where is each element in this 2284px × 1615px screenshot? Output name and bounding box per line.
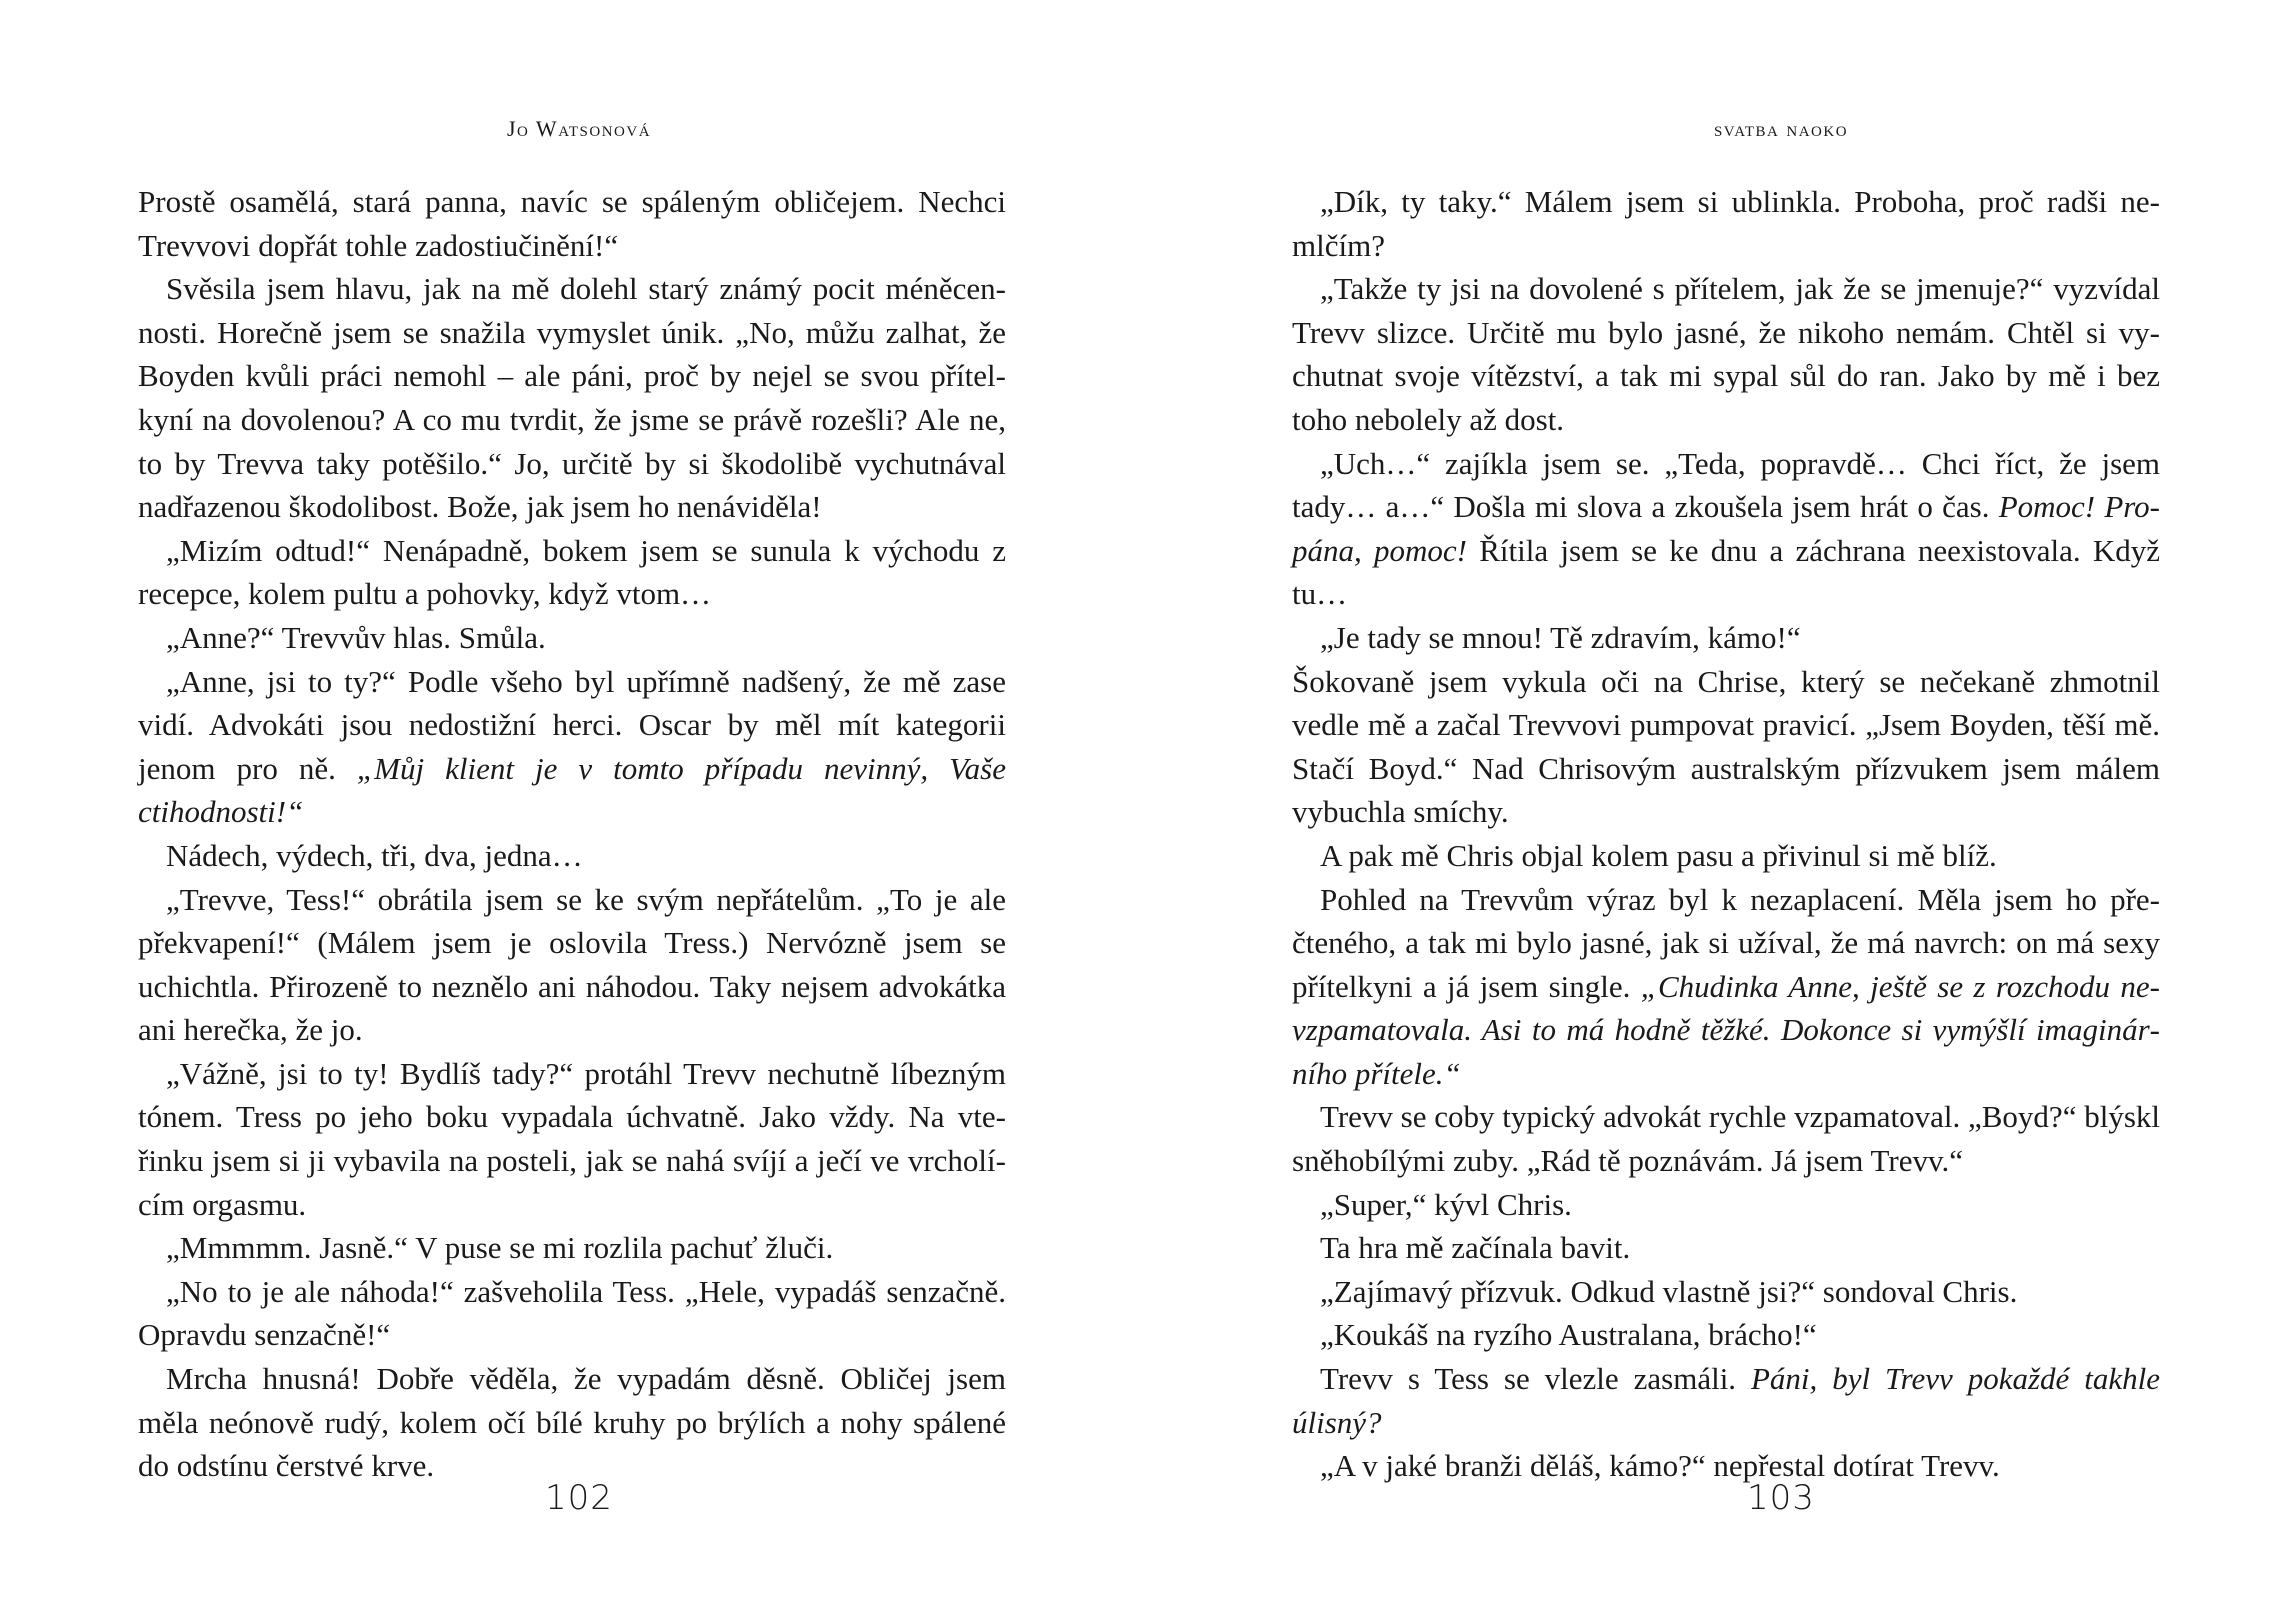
- text-run: „A v jaké branži děláš, kámo?“ nepřestal dotírat Trevv.: [1320, 1448, 2000, 1484]
- text-run: „Anne, jsi to ty?“ Podle všeho byl upřímně nadšený, že mě zase vidí. Advokáti jsou nedostižní herci. Oscar by měl mít kategorii jenom pro ně.: [138, 663, 1006, 786]
- paragraph: [1292, 1313, 2160, 1357]
- page-number-left: 102: [545, 1478, 613, 1518]
- text-run: Pohled na Trevvům výraz byl k nezaplacení. Měla jsem ho přečteného, a tak mi bylo jasné, jak si užíval, že má navrch: on má sexy přítelkyni a já jsem single.: [1292, 881, 2160, 1004]
- paragraph: [138, 1052, 1006, 1226]
- paragraph: [1292, 1183, 2160, 1227]
- paragraph: [138, 529, 1006, 616]
- paragraph: [1292, 442, 2160, 616]
- text-run: Šokovaně jsem vykula oči na Chrise, který se nečekaně zhmotnil vedle mě a začal Trevvovi pumpovat pravicí. „Jsem Boyden, těší mě. Stačí Boyd.“ Nad Chrisovým australským přízvukem jsem málem vybuchla smíchy.: [1292, 663, 2160, 830]
- text-run: „Je tady se mnou! Tě zdravím, kámo!“: [1320, 619, 1801, 655]
- text-run: „Anne?“ Trevvův hlas. Smůla.: [166, 619, 546, 655]
- italic-text: „Chudinka Anne, ještě se z rozchodu nevzpamatovala. Asi to má hodně těžké. Dokonce si vymýšlí imaginárního přítele.“: [1292, 968, 2160, 1091]
- page-number-right: 103: [1747, 1478, 1815, 1518]
- text-run: Prostě osamělá, stará panna, navíc se spáleným obličejem. Nechci Trevvovi dopřát tohle zadostiučinění!“: [138, 184, 1006, 263]
- paragraph: [1292, 1226, 2160, 1270]
- text-run: Trevv s Tess se vlezle zasmáli.: [1320, 1361, 1751, 1397]
- italic-text: Páni, byl Trevv pokaždé takhle úlisný?: [1292, 1361, 2160, 1440]
- body-text-right: [1292, 180, 2160, 1488]
- paragraph: [1292, 878, 2160, 1096]
- paragraph: [1292, 1095, 2160, 1182]
- text-run: „Uch…“ zajíkla jsem se. „Teda, popravdě… Chci říct, že jsem tady… a…“ Došla mi slova a zkoušela jsem hrát o čas.: [1292, 445, 2160, 525]
- paragraph: [1292, 1357, 2160, 1444]
- text-run: Nádech, výdech, tři, dva, jedna…: [166, 837, 583, 873]
- text-run: Řítila jsem se ke dnu a záchrana neexistovala. Když tu…: [1292, 532, 2160, 612]
- paragraph: [138, 1357, 1006, 1488]
- right-page: [1142, 0, 2284, 1615]
- text-run: Svěsila jsem hlavu, jak na mě dolehl starý známý pocit méněcennosti. Horečně jsem se snažila vymyslet únik. „No, můžu zalhat, že Boyden kvůli práci nemohl – ale páni, proč by nejel se svou přítelkyní na dovolenou? A co mu tvrdit, že jsme se právě rozešli? Ale ne, to by Trevva taky potěšilo.“ Jo, určitě by si škodolibě vychutnával nadřazenou škodolibost. Bože, jak jsem ho nenáviděla!: [138, 271, 1006, 525]
- paragraph: [138, 267, 1006, 529]
- text-run: „No to je ale náhoda!“ zašveholila Tess. „Hele, vypadáš senzačně. Opravdu senzačně!“: [138, 1273, 1006, 1353]
- paragraph: [138, 180, 1006, 267]
- text-run: „Takže ty jsi na dovolené s přítelem, jak že se jmenuje?“ vyzvídal Trevv slizce. Určitě mu bylo jasné, že nikoho nemám. Chtěl si vychutnat svoje vítězství, a tak mi sypal sůl do ran. Jako by mě i bez toho nebolely až dost.: [1292, 271, 2160, 437]
- text-run: „Dík, ty taky.“ Málem jsem si ublinkla. Proboha, proč radši nemlčím?: [1292, 184, 2160, 263]
- paragraph: [1292, 1270, 2160, 1314]
- paragraph: [138, 616, 1006, 660]
- paragraph: [1292, 834, 2160, 878]
- text-run: „Vážně, jsi to ty! Bydlíš tady?“ protáhl Trevv nechutně líbezným tónem. Tress po jeho boku vypadala úchvatně. Jako vždy. Na vteřinku jsem si ji vybavila na posteli, jak se nahá svíjí a ječí ve vrcholícím orgasmu.: [138, 1055, 1006, 1222]
- paragraph: [1292, 267, 2160, 441]
- paragraph: [138, 834, 1006, 878]
- paragraph: [1292, 660, 2160, 834]
- text-run: „Zajímavý přízvuk. Odkud vlastně jsi?“ sondoval Chris.: [1320, 1273, 2018, 1309]
- paragraph: [138, 660, 1006, 834]
- paragraph: [1292, 616, 2160, 660]
- text-run: „Trevve, Tess!“ obrátila jsem se ke svým nepřátelům. „To je ale překvapení!“ (Málem jsem je oslovila Tress.) Nervózně jsem se uchichtla. Přirozeně to neznělo ani náhodou. Taky nejsem advokátka ani herečka, že jo.: [138, 881, 1006, 1048]
- italic-text: Pomoc! Propána, pomoc!: [1292, 489, 2160, 568]
- italic-text: „Můj klient je v tomto případu nevinný, Vaše ctihodnosti!“: [138, 750, 1006, 830]
- text-run: „Super,“ kývl Chris.: [1320, 1186, 1572, 1222]
- paragraph: [138, 1226, 1006, 1270]
- text-run: Mrcha hnusná! Dobře věděla, že vypadám děsně. Obličej jsem měla neónově rudý, kolem očí bílé kruhy po brýlích a nohy spálené do odstínu čerstvé krve.: [138, 1361, 1006, 1484]
- text-run: Trevv se coby typický advokát rychle vzpamatoval. „Boyd?“ blýskl sněhobílými zuby. „Rád tě poznávám. Já jsem Trevv.“: [1292, 1099, 2160, 1179]
- paragraph: [138, 878, 1006, 1052]
- text-run: Ta hra mě začínala bavit.: [1320, 1230, 1631, 1266]
- paragraph: [138, 1270, 1006, 1357]
- body-text-left: [138, 180, 1006, 1488]
- text-run: „Mmmmm. Jasně.“ V puse se mi rozlila pachuť žluči.: [166, 1230, 834, 1266]
- text-run: „Koukáš na ryzího Australana, brácho!“: [1320, 1317, 1817, 1353]
- text-run: A pak mě Chris objal kolem pasu a přivinul si mě blíž.: [1320, 837, 1997, 873]
- running-head-right: svatba naoko: [1713, 116, 1849, 141]
- paragraph: [1292, 180, 2160, 267]
- text-run: „Mizím odtud!“ Nenápadně, bokem jsem se sunula k východu z recepce, kolem pultu a pohovky, když vtom…: [138, 532, 1006, 612]
- running-head-left: Jo Watsonová: [506, 116, 652, 141]
